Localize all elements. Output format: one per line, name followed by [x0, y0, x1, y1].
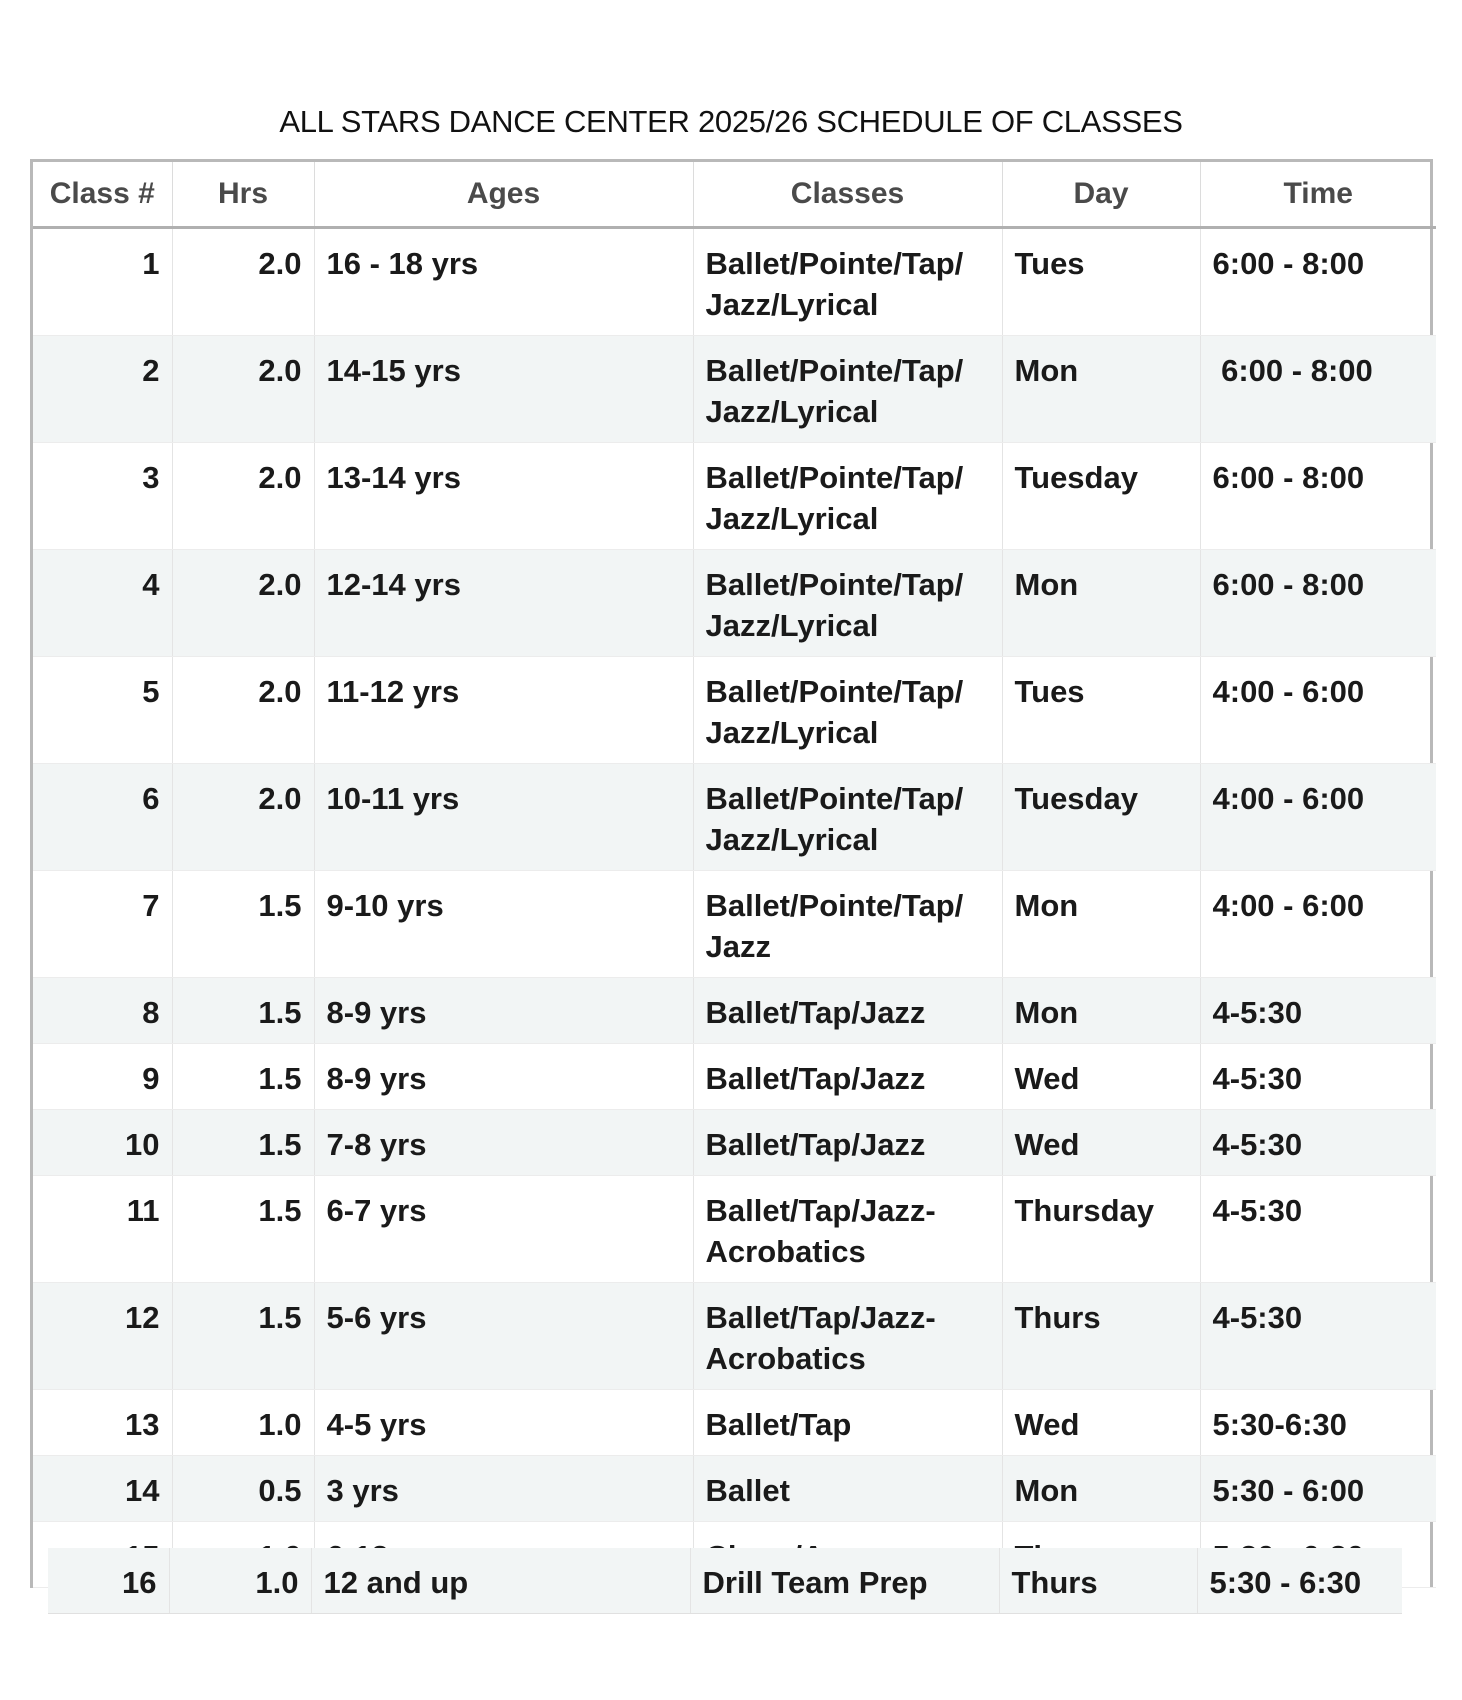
page-title: ALL STARS DANCE CENTER 2025/26 SCHEDULE OF CLASSES — [279, 104, 1183, 139]
table-row — [33, 443, 1436, 550]
table-row — [33, 1176, 1436, 1283]
cell-hrs: 2.0 — [172, 336, 314, 443]
cell-classes: Drill Team Prep — [690, 1548, 999, 1613]
table-row — [33, 336, 1436, 443]
cell-class-num: 6 — [33, 764, 172, 871]
header-day: Day — [1002, 162, 1200, 228]
header-time: Time — [1200, 162, 1436, 228]
table-row-last — [48, 1548, 1402, 1614]
cell-time: 6:00 - 8:00 — [1200, 550, 1436, 657]
cell-day: Mon — [1002, 550, 1200, 657]
cell-day: Wed — [1002, 1390, 1200, 1456]
classes-line-2: Jazz — [705, 929, 771, 964]
cell-hrs: 2.0 — [172, 228, 314, 336]
cell-hrs: 0.5 — [172, 1456, 314, 1522]
header-class-num: Class # — [33, 162, 172, 228]
classes-line-1: Ballet/Tap — [705, 1407, 852, 1442]
cell-class-num: 3 — [33, 443, 172, 550]
classes-line-1: Ballet/Pointe/Tap/ — [705, 567, 964, 602]
cell-day: Mon — [1002, 978, 1200, 1044]
table-row — [33, 1283, 1436, 1390]
cell-time: 6:00 - 8:00 — [1200, 228, 1436, 336]
classes-line-2: Jazz/Lyrical — [705, 287, 879, 322]
header-classes: Classes — [693, 162, 1002, 228]
cell-day: Tues — [1002, 657, 1200, 764]
classes-line-1: Ballet/Pointe/Tap/ — [705, 246, 964, 281]
classes-line-1: Ballet/Tap/Jazz- — [705, 1193, 936, 1228]
cell-hrs: 1.5 — [172, 1044, 314, 1110]
cell-class-num: 10 — [33, 1110, 172, 1176]
cell-day: Tues — [1002, 228, 1200, 336]
cell-day: Wed — [1002, 1044, 1200, 1110]
classes-line-1: Ballet/Tap/Jazz — [705, 1061, 926, 1096]
cell-time: 4-5:30 — [1200, 1176, 1436, 1283]
cell-hrs: 2.0 — [172, 550, 314, 657]
cell-ages: 10-11 yrs — [314, 764, 693, 871]
schedule-table — [30, 159, 1433, 1588]
cell-classes — [693, 871, 1002, 978]
cell-ages: 14-15 yrs — [314, 336, 693, 443]
cell-ages: 8-9 yrs — [314, 978, 693, 1044]
cell-class-num: 14 — [33, 1456, 172, 1522]
cell-class-num: 2 — [33, 336, 172, 443]
cell-classes — [693, 336, 1002, 443]
classes-line-2: Jazz/Lyrical — [705, 608, 879, 643]
cell-class-num: 7 — [33, 871, 172, 978]
cell-classes — [693, 1283, 1002, 1390]
table-row — [33, 228, 1436, 336]
cell-ages: 16 - 18 yrs — [314, 228, 693, 336]
cell-class-num: 9 — [33, 1044, 172, 1110]
cell-time: 4:00 - 6:00 — [1200, 657, 1436, 764]
cell-ages: 11-12 yrs — [314, 657, 693, 764]
classes-line-1: Ballet/Pointe/Tap/ — [705, 460, 964, 495]
table-row — [33, 1110, 1436, 1176]
cell-class-num: 11 — [33, 1176, 172, 1283]
classes-line-1: Ballet/Pointe/Tap/ — [705, 781, 964, 816]
table-row — [33, 1044, 1436, 1110]
table-row — [33, 764, 1436, 871]
cell-time: 4:00 - 6:00 — [1200, 764, 1436, 871]
schedule-grid — [33, 162, 1436, 1588]
cell-classes — [693, 1110, 1002, 1176]
cell-hrs: 1.5 — [172, 1176, 314, 1283]
classes-line-1: Ballet/Pointe/Tap/ — [705, 888, 964, 923]
cell-class-num: 5 — [33, 657, 172, 764]
classes-line-2: Jazz/Lyrical — [705, 501, 879, 536]
cell-class-num: 12 — [33, 1283, 172, 1390]
cell-classes — [693, 443, 1002, 550]
cell-time: 4:00 - 6:00 — [1200, 871, 1436, 978]
cell-ages: 8-9 yrs — [314, 1044, 693, 1110]
cell-class-num: 13 — [33, 1390, 172, 1456]
classes-line-1: Ballet/Tap/Jazz- — [705, 1300, 936, 1335]
cell-time: 6:00 - 8:00 — [1200, 443, 1436, 550]
cell-time: 6:00 - 8:00 — [1200, 336, 1436, 443]
cell-day: Tuesday — [1002, 443, 1200, 550]
cell-day: Mon — [1002, 871, 1200, 978]
cell-classes — [693, 228, 1002, 336]
cell-classes — [693, 657, 1002, 764]
cell-classes — [693, 978, 1002, 1044]
table-row — [33, 657, 1436, 764]
cell-ages: 9-10 yrs — [314, 871, 693, 978]
cell-class-num: 1 — [33, 228, 172, 336]
cell-time: 4-5:30 — [1200, 1283, 1436, 1390]
cell-hrs: 1.5 — [172, 1283, 314, 1390]
table-row — [33, 1456, 1436, 1522]
cell-hrs: 1.0 — [172, 1390, 314, 1456]
cell-day: Mon — [1002, 1456, 1200, 1522]
classes-line-1: Ballet/Pointe/Tap/ — [705, 674, 964, 709]
cell-day: Wed — [1002, 1110, 1200, 1176]
classes-line-2: Acrobatics — [705, 1341, 866, 1376]
cell-hrs: 1.5 — [172, 978, 314, 1044]
cell-ages: 12 and up — [311, 1548, 690, 1613]
classes-line-2: Acrobatics — [705, 1234, 866, 1269]
table-row — [33, 871, 1436, 978]
cell-time: 5:30 - 6:00 — [1200, 1456, 1436, 1522]
cell-time: 5:30-6:30 — [1200, 1390, 1436, 1456]
cell-ages: 6-7 yrs — [314, 1176, 693, 1283]
cell-classes — [693, 1044, 1002, 1110]
header-hrs: Hrs — [172, 162, 314, 228]
header-row — [33, 162, 1436, 228]
table-row — [33, 978, 1436, 1044]
cell-ages: 4-5 yrs — [314, 1390, 693, 1456]
cell-hrs: 1.5 — [172, 1110, 314, 1176]
classes-line-2: Jazz/Lyrical — [705, 394, 879, 429]
classes-line-1: Ballet/Tap/Jazz — [705, 1127, 926, 1162]
table-row — [33, 550, 1436, 657]
cell-hrs: 1.0 — [169, 1548, 311, 1613]
table-row — [33, 1390, 1436, 1456]
cell-ages: 7-8 yrs — [314, 1110, 693, 1176]
classes-line-1: Ballet — [705, 1473, 790, 1508]
cell-time: 5:30 - 6:30 — [1209, 1565, 1362, 1600]
classes-line-1: Ballet/Tap/Jazz — [705, 995, 926, 1030]
cell-hrs: 2.0 — [172, 764, 314, 871]
cell-time: 4-5:30 — [1200, 1110, 1436, 1176]
cell-day: Thurs — [999, 1548, 1197, 1613]
cell-time: 4-5:30 — [1200, 1044, 1436, 1110]
cell-classes — [693, 1390, 1002, 1456]
cell-hrs: 2.0 — [172, 443, 314, 550]
cell-ages: 12-14 yrs — [314, 550, 693, 657]
header-ages: Ages — [314, 162, 693, 228]
cell-time: 4-5:30 — [1200, 978, 1436, 1044]
cell-class-num: 4 — [33, 550, 172, 657]
classes-line-2: Jazz/Lyrical — [705, 822, 879, 857]
cell-ages: 13-14 yrs — [314, 443, 693, 550]
cell-day: Mon — [1002, 336, 1200, 443]
cell-class-num: 8 — [33, 978, 172, 1044]
cell-day: Tuesday — [1002, 764, 1200, 871]
cell-ages: 5-6 yrs — [314, 1283, 693, 1390]
cell-day: Thursday — [1002, 1176, 1200, 1283]
cell-classes — [693, 550, 1002, 657]
cell-hrs: 2.0 — [172, 657, 314, 764]
cell-classes — [693, 1176, 1002, 1283]
classes-line-2: Jazz/Lyrical — [705, 715, 879, 750]
cell-classes — [693, 1456, 1002, 1522]
cell-ages: 3 yrs — [314, 1456, 693, 1522]
cell-classes — [693, 764, 1002, 871]
cell-class-num: 16 — [48, 1548, 169, 1613]
classes-line-1: Ballet/Pointe/Tap/ — [705, 353, 964, 388]
cell-hrs: 1.5 — [172, 871, 314, 978]
cell-day: Thurs — [1002, 1283, 1200, 1390]
